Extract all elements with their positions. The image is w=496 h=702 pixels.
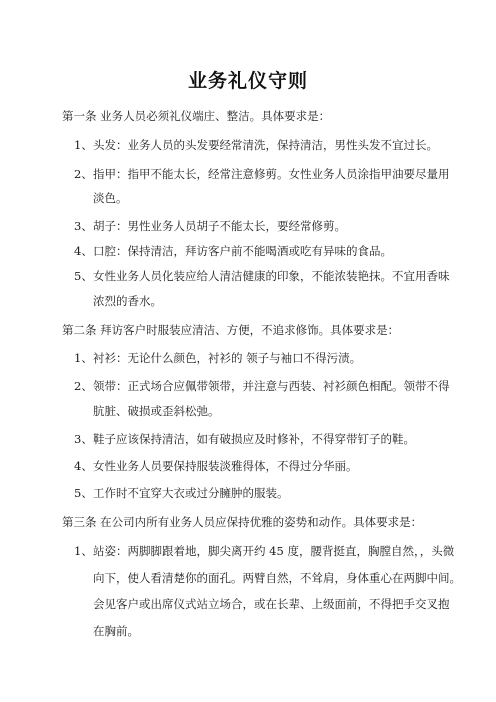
article-2-item-1-number: 1、 — [74, 351, 93, 365]
article-3-heading: 第三条 在公司内所有业务人员应保持优雅的姿势和动作。具体要求是： — [62, 515, 423, 529]
article-3-item-1-text-cont-2: 会见客户或出席仪式站立场合，或在长辈、上级面前，不得把手交叉抱 — [93, 597, 450, 611]
article-1-item-4-text: 口腔：保持清洁，拜访客户前不能喝酒或吃有异味的食品。 — [93, 244, 392, 258]
article-2-item-2-text: 领带：正式场合应佩带领带，并注意与西装、衬衫颜色相配。领带不得 — [93, 379, 450, 393]
article-2-item-2-number: 2、 — [74, 379, 93, 393]
article-2-heading: 第二条 拜访客户时服装应清洁、方便，不追求修饰。具体要求是： — [62, 323, 400, 337]
document-title: 业务礼仪守则 — [187, 70, 308, 92]
article-2-item-5-number: 5、 — [74, 486, 93, 500]
article-1-item-2-text: 指甲：指甲不能太长，经常注意修剪。女性业务人员涂指甲油要尽量用 — [93, 167, 450, 181]
article-2-item-3-number: 3、 — [74, 432, 93, 446]
article-2-item-3-text: 鞋子应该保持清洁，如有破损应及时修补，不得穿带钉子的鞋。 — [93, 432, 415, 446]
article-2-item-4-number: 4、 — [74, 459, 93, 473]
article-1-item-4-number: 4、 — [74, 244, 93, 258]
article-3-item-1-number: 1、 — [74, 544, 93, 558]
article-1-item-1-text: 头发：业务人员的头发要经常清洗，保持清洁，男性头发不宜过长。 — [93, 138, 438, 152]
article-3-item-1-text-cont-1: 向下，使人看清楚你的面孔。两臂自然，不耸肩，身体重心在两脚中间。 — [93, 571, 461, 585]
article-1-item-5-number: 5、 — [74, 269, 93, 283]
article-1-item-2-number: 2、 — [74, 167, 93, 181]
article-2-item-5-text: 工作时不宜穿大衣或过分臃肿的服装。 — [93, 486, 289, 500]
article-2-item-4-text: 女性业务人员要保持服装淡雅得体，不得过分华丽。 — [93, 459, 358, 473]
article-1-heading: 第一条 业务人员必须礼仪端庄、整洁。具体要求是： — [62, 109, 331, 123]
article-3-item-1-text-cont-3: 在胸前。 — [93, 624, 139, 638]
article-3-item-1-text: 站姿：两脚脚跟着地，脚尖离开约 45 度，腰背挺直，胸膛自然，，头微 — [93, 544, 455, 558]
article-1-item-5-text-cont: 浓烈的香水。 — [93, 294, 162, 308]
article-1-item-2-text-cont: 淡色。 — [93, 191, 128, 205]
article-2-item-2-text-cont: 肮脏、破损或歪斜松弛。 — [93, 404, 220, 418]
article-1-item-5-text: 女性业务人员化装应给人清洁健康的印象，不能浓装艳抹。不宜用香味 — [93, 269, 450, 283]
article-1-item-1-number: 1、 — [74, 138, 93, 152]
article-1-item-3-number: 3、 — [74, 219, 93, 233]
article-1-item-3-text: 胡子：男性业务人员胡子不能太长，要经常修剪。 — [93, 219, 346, 233]
article-2-item-1-text: 衬衫：无论什么颜色，衬衫的 领子与袖口不得污渍。 — [93, 351, 362, 365]
